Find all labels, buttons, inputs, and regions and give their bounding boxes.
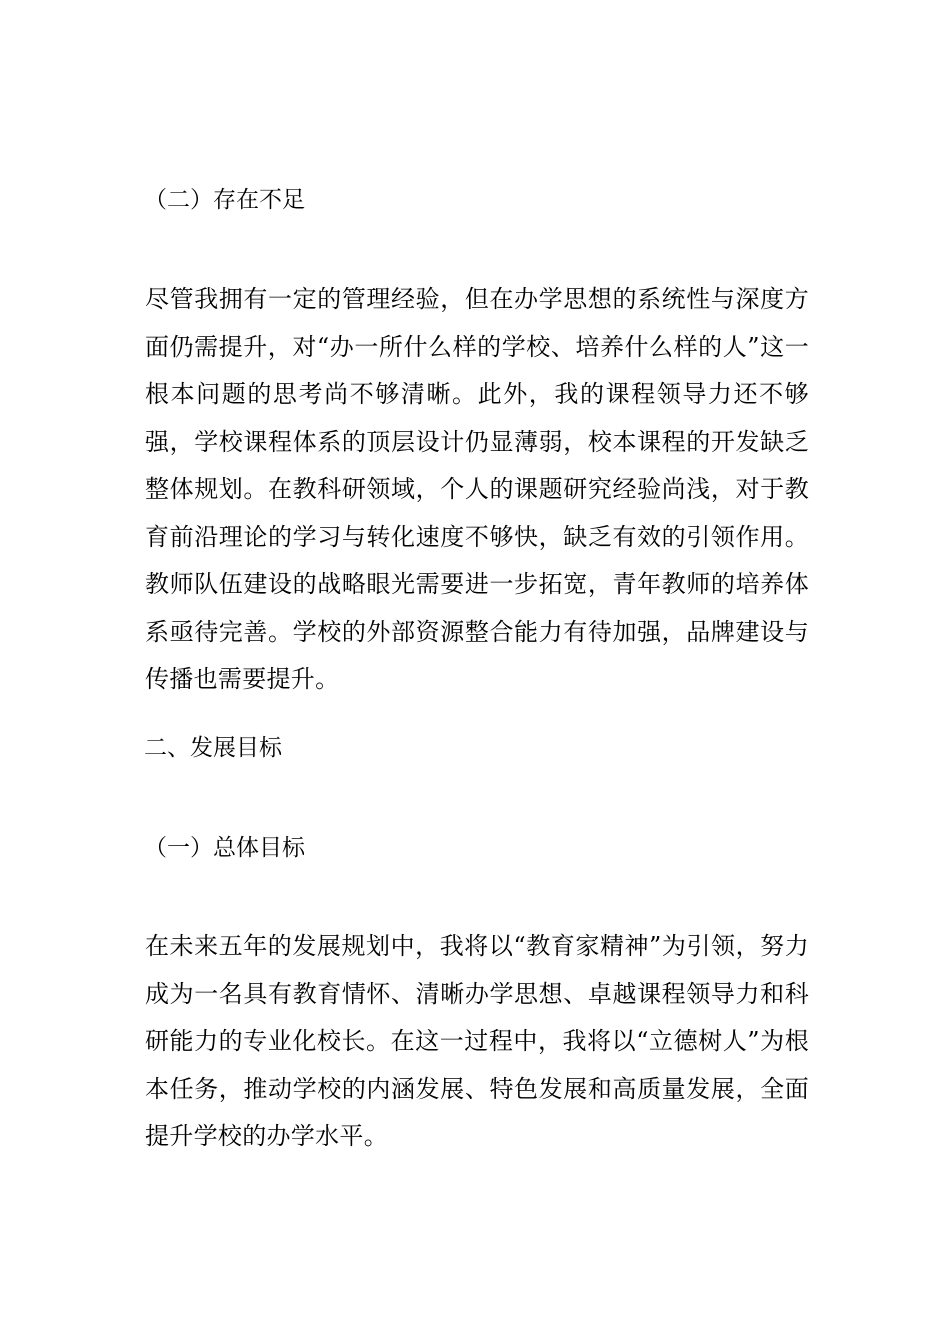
section-goals-heading: 二、发展目标	[144, 735, 282, 761]
subsection-overall-paragraph: 在未来五年的发展规划中，我将以“教育家精神”为引领，努力成为一名具有教育情怀、清晰办学思想、卓越课程领导力和科研能力的专业化校长。在这一过程中，我将以“立德树人”为根本任务，推动学校的内涵发展、特色发展和高质量发展，全面提升学校的办学水平。	[145, 932, 809, 1150]
section-shortcomings-paragraph: 尽管我拥有一定的管理经验，但在办学思想的系统性与深度方面仍需提升，对“办一所什么样的学校、培养什么样的人”这一根本问题的思考尚不够清晰。此外，我的课程领导力还不够强，学校课程体系的顶层设计仍显薄弱，校本课程的开发缺乏整体规划。在教科研领域，个人的课题研究经验尚浅，对于教育前沿理论的学习与转化速度不够快，缺乏有效的引领作用。教师队伍建设的战略眼光需要进一步拓宽，青年教师的培养体系亟待完善。学校的外部资源整合能力有待加强，品牌建设与传播也需要提升。	[145, 285, 809, 693]
subsection-overall-heading: （一）总体目标	[144, 835, 305, 861]
section-shortcomings-heading: （二）存在不足	[144, 187, 305, 213]
